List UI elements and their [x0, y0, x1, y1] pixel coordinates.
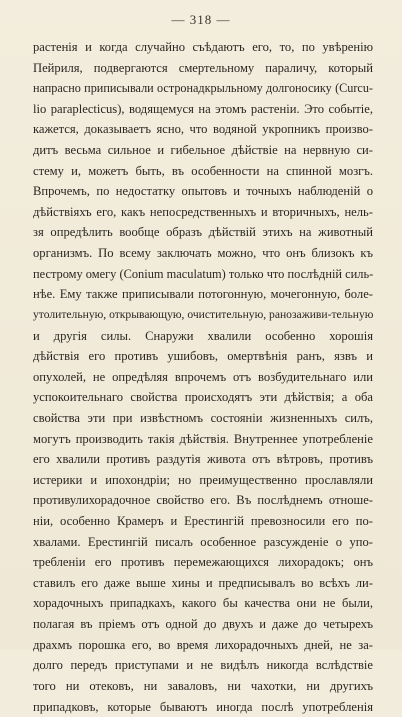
text-line: утолительную, открывающую, очистительную, ранозаживи-тельную: [33, 305, 373, 326]
text-line: хорадочныхъ припадкахъ, какого бы качества они не были,: [33, 593, 373, 614]
text-line: хвалами. Ерестингій писалъ особенное разсужденіе о упо-: [33, 532, 373, 553]
text-line: могутъ производить такія дѣйствія. Внутреннее употребленіе: [33, 429, 373, 450]
text-line: свойства эти при извѣстномъ состояніи жизненныхъ силъ,: [33, 408, 373, 429]
text-line: растенія и когда случайно съѣдаютъ его, то, по увѣренію: [33, 37, 373, 58]
text-line: припадковъ, которые бываютъ иногда послѣ употребленія: [33, 697, 373, 717]
text-line: кажется, доказываетъ ясно, что водяной укропникъ произво-: [33, 119, 373, 140]
text-line: Впрочемъ, по недостатку опытовъ и точныхъ наблюденій о: [33, 181, 373, 202]
text-line: нѣе. Ему также приписывали потогонную, мочегонную, боле-: [33, 284, 373, 305]
text-line: дитъ весьма сильное и гибельное дѣйствіе на нервную си-: [33, 140, 373, 161]
text-line: его хвалили противъ раздутія живота отъ вѣтровъ, противъ: [33, 449, 373, 470]
text-line: организмъ. По всему заключать можно, что онъ близокъ къ: [33, 243, 373, 264]
text-line: противулихорадочное свойство его. Въ послѣднемъ отноше-: [33, 490, 373, 511]
text-line: Пейриля, подвергаются смертельному параличу, который: [33, 58, 373, 79]
body-text: [33, 37, 373, 717]
text-line: lio paraplecticus), водящемуся на этомъ растеніи. Это событіе,: [33, 99, 373, 120]
text-line: успокоительнаго свойства происходятъ эти дѣйствія; а оба: [33, 387, 373, 408]
text-line: напрасно приписывали остронадкрыльному долгоносику (Curcu-: [33, 78, 373, 99]
text-line: истерики и ипохондріи; но преимущественно прославляли: [33, 470, 373, 491]
text-line: долго передъ приступами и не видѣлъ никогда вслѣдствіе: [33, 655, 373, 676]
text-line: дѣйствіяхъ его, какъ непосредственныхъ и вторичныхъ, нель-: [33, 202, 373, 223]
text-line: опухолей, не опредѣляя впрочемъ отъ возбудительнаго или: [33, 367, 373, 388]
text-line: зя опредѣлить вообще образъ дѣйствій этихъ на животный: [33, 222, 373, 243]
text-line: требленіи его противъ перемежающихся лихорадокъ; онъ: [33, 552, 373, 573]
text-line: драхмъ порошка его, во время лихорадочныхъ дней, не за-: [33, 635, 373, 656]
text-line: пестрому омегу (Conium maculatum) только что послѣдній силь-: [33, 264, 373, 285]
text-line: ставилъ его даже выше хины и предписывалъ во всѣхъ ли-: [33, 573, 373, 594]
text-line: дѣйствія его противъ ушибовъ, омертвѣнія ранъ, язвъ и: [33, 346, 373, 367]
text-line: и другія силы. Снаружи хвалили особенно хорошія: [33, 326, 373, 347]
text-line: полагая въ пріемъ отъ одной до двухъ и даже до четырехъ: [33, 614, 373, 635]
page-number: — 318 —: [0, 12, 402, 28]
text-line: ніи, особенно Крамеръ и Ерестингій превозносили его по-: [33, 511, 373, 532]
text-line: того ни отековъ, ни заваловъ, ни чахотки, ни другихъ: [33, 676, 373, 697]
text-line: стему и, можетъ быть, въ особенности на спинной мозгъ.: [33, 161, 373, 182]
